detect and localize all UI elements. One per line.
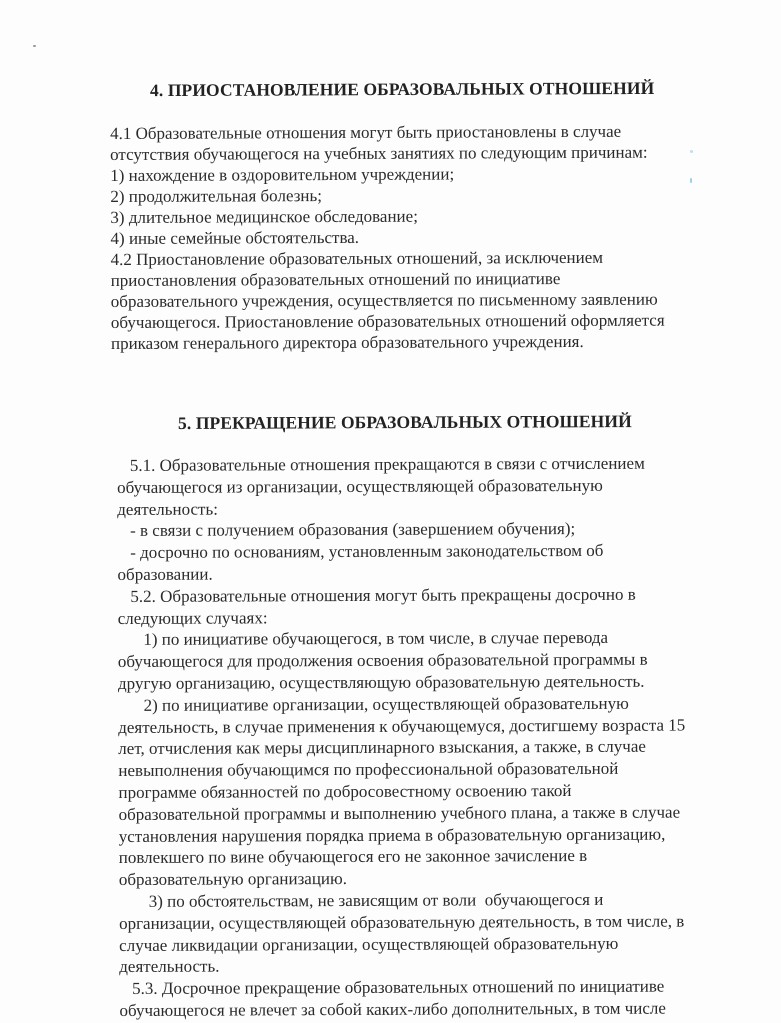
- text-line: 4.1 Образовательные отношения могут быть приостановлены в случае: [110, 121, 622, 143]
- text-line: невыполнения обучающимся по профессиональной образовательной: [118, 758, 619, 781]
- text-line: обучающегося не влечет за собой каких-либо дополнительных, в том числе: [119, 998, 666, 1020]
- scan-speck: [690, 150, 693, 153]
- text-line: программе обязанностей по добросовестному освоению такой: [118, 780, 572, 802]
- list-item: - в связи с получением образования (завершением обучения);: [117, 519, 576, 541]
- text-line: деятельность.: [119, 956, 220, 977]
- scan-speck: [690, 178, 692, 183]
- section-5-heading: 5. ПРЕКРАЩЕНИЕ ОБРАЗОВАЛЬНЫХ ОТНОШЕНИЙ: [177, 411, 632, 433]
- text-line: 5.2. Образовательные отношения могут быть прекращены досрочно в: [117, 584, 636, 606]
- text-line: случае ликвидации организации, осуществляющей образовательную: [119, 933, 619, 955]
- text-line: обучающегося. Приостановление образовательных отношений оформляется: [110, 310, 665, 332]
- list-item: 4) иные семейные обстоятельства.: [110, 227, 360, 248]
- list-item: 2) по инициативе организации, осуществляющей образовательную: [118, 693, 629, 715]
- text-line: организации, осуществляющей образовательную деятельность, в том числе, в: [119, 911, 685, 933]
- text-line: приостановления образовательных отношений по инициативе: [110, 269, 561, 290]
- list-item: 3) длительное медицинское обследование;: [110, 206, 418, 227]
- scan-speck: [33, 45, 36, 47]
- text-line: деятельность:: [117, 499, 218, 519]
- text-line: установления нарушения порядка приема в образовательную организацию,: [118, 824, 666, 846]
- text-line: отсутствия обучающегося на учебных занятиях по следующим причинам:: [110, 142, 648, 164]
- list-item: 1) по инициативе обучающегося, в том числе, в случае перевода: [117, 628, 609, 650]
- text-line: повлекшего по вине обучающегося его не законное зачисление в: [118, 846, 588, 868]
- text-line: образовательного учреждения, осуществляется по письменному заявлению: [110, 289, 658, 311]
- text-line: лет, отчисления как меры дисциплинарного взыскания, а также, в случае: [118, 737, 646, 759]
- text-line: 5.3. Досрочное прекращение образовательных отношений по инициативе: [119, 976, 665, 999]
- text-line: образовательную организацию.: [118, 869, 348, 890]
- list-item: 1) нахождение в оздоровительном учреждении;: [110, 164, 455, 185]
- list-item: - досрочно по основаниям, установленным законодательством об: [117, 541, 604, 563]
- text-line: образовании.: [117, 564, 213, 584]
- text-line: 4.2 Приостановление образовательных отношений, за исключением: [110, 247, 604, 269]
- list-item: 2) продолжительная болезнь;: [110, 186, 323, 206]
- text-line: приказом генерального директора образовательного учреждения.: [110, 331, 584, 353]
- text-line: образовательной программы и выполнению учебного плана, а также в случае: [118, 802, 681, 824]
- text-line: 5.1. Образовательные отношения прекращаются в связи с отчислением: [117, 453, 645, 475]
- text-line: следующих случаях:: [117, 607, 268, 628]
- section-4-heading: 4. ПРИОСТАНОВЛЕНИЕ ОБРАЗОВАЛЬНЫХ ОТНОШЕНИЙ: [149, 77, 655, 101]
- text-line: другую организацию, осуществляющую образовательную деятельность.: [117, 671, 645, 693]
- text-line: деятельность, в случае применения к обучающемуся, достигшему возраста 15: [118, 715, 686, 737]
- text-line: обучающегося из организации, осуществляющей образовательную: [117, 475, 603, 497]
- section-5-body: [117, 453, 687, 1022]
- text-line: обучающегося для продолжения освоения образовательной программы в: [117, 649, 648, 672]
- list-item: 3) по обстоятельствам, не зависящим от воли обучающегося и: [118, 889, 604, 911]
- section-4-body: [110, 121, 665, 354]
